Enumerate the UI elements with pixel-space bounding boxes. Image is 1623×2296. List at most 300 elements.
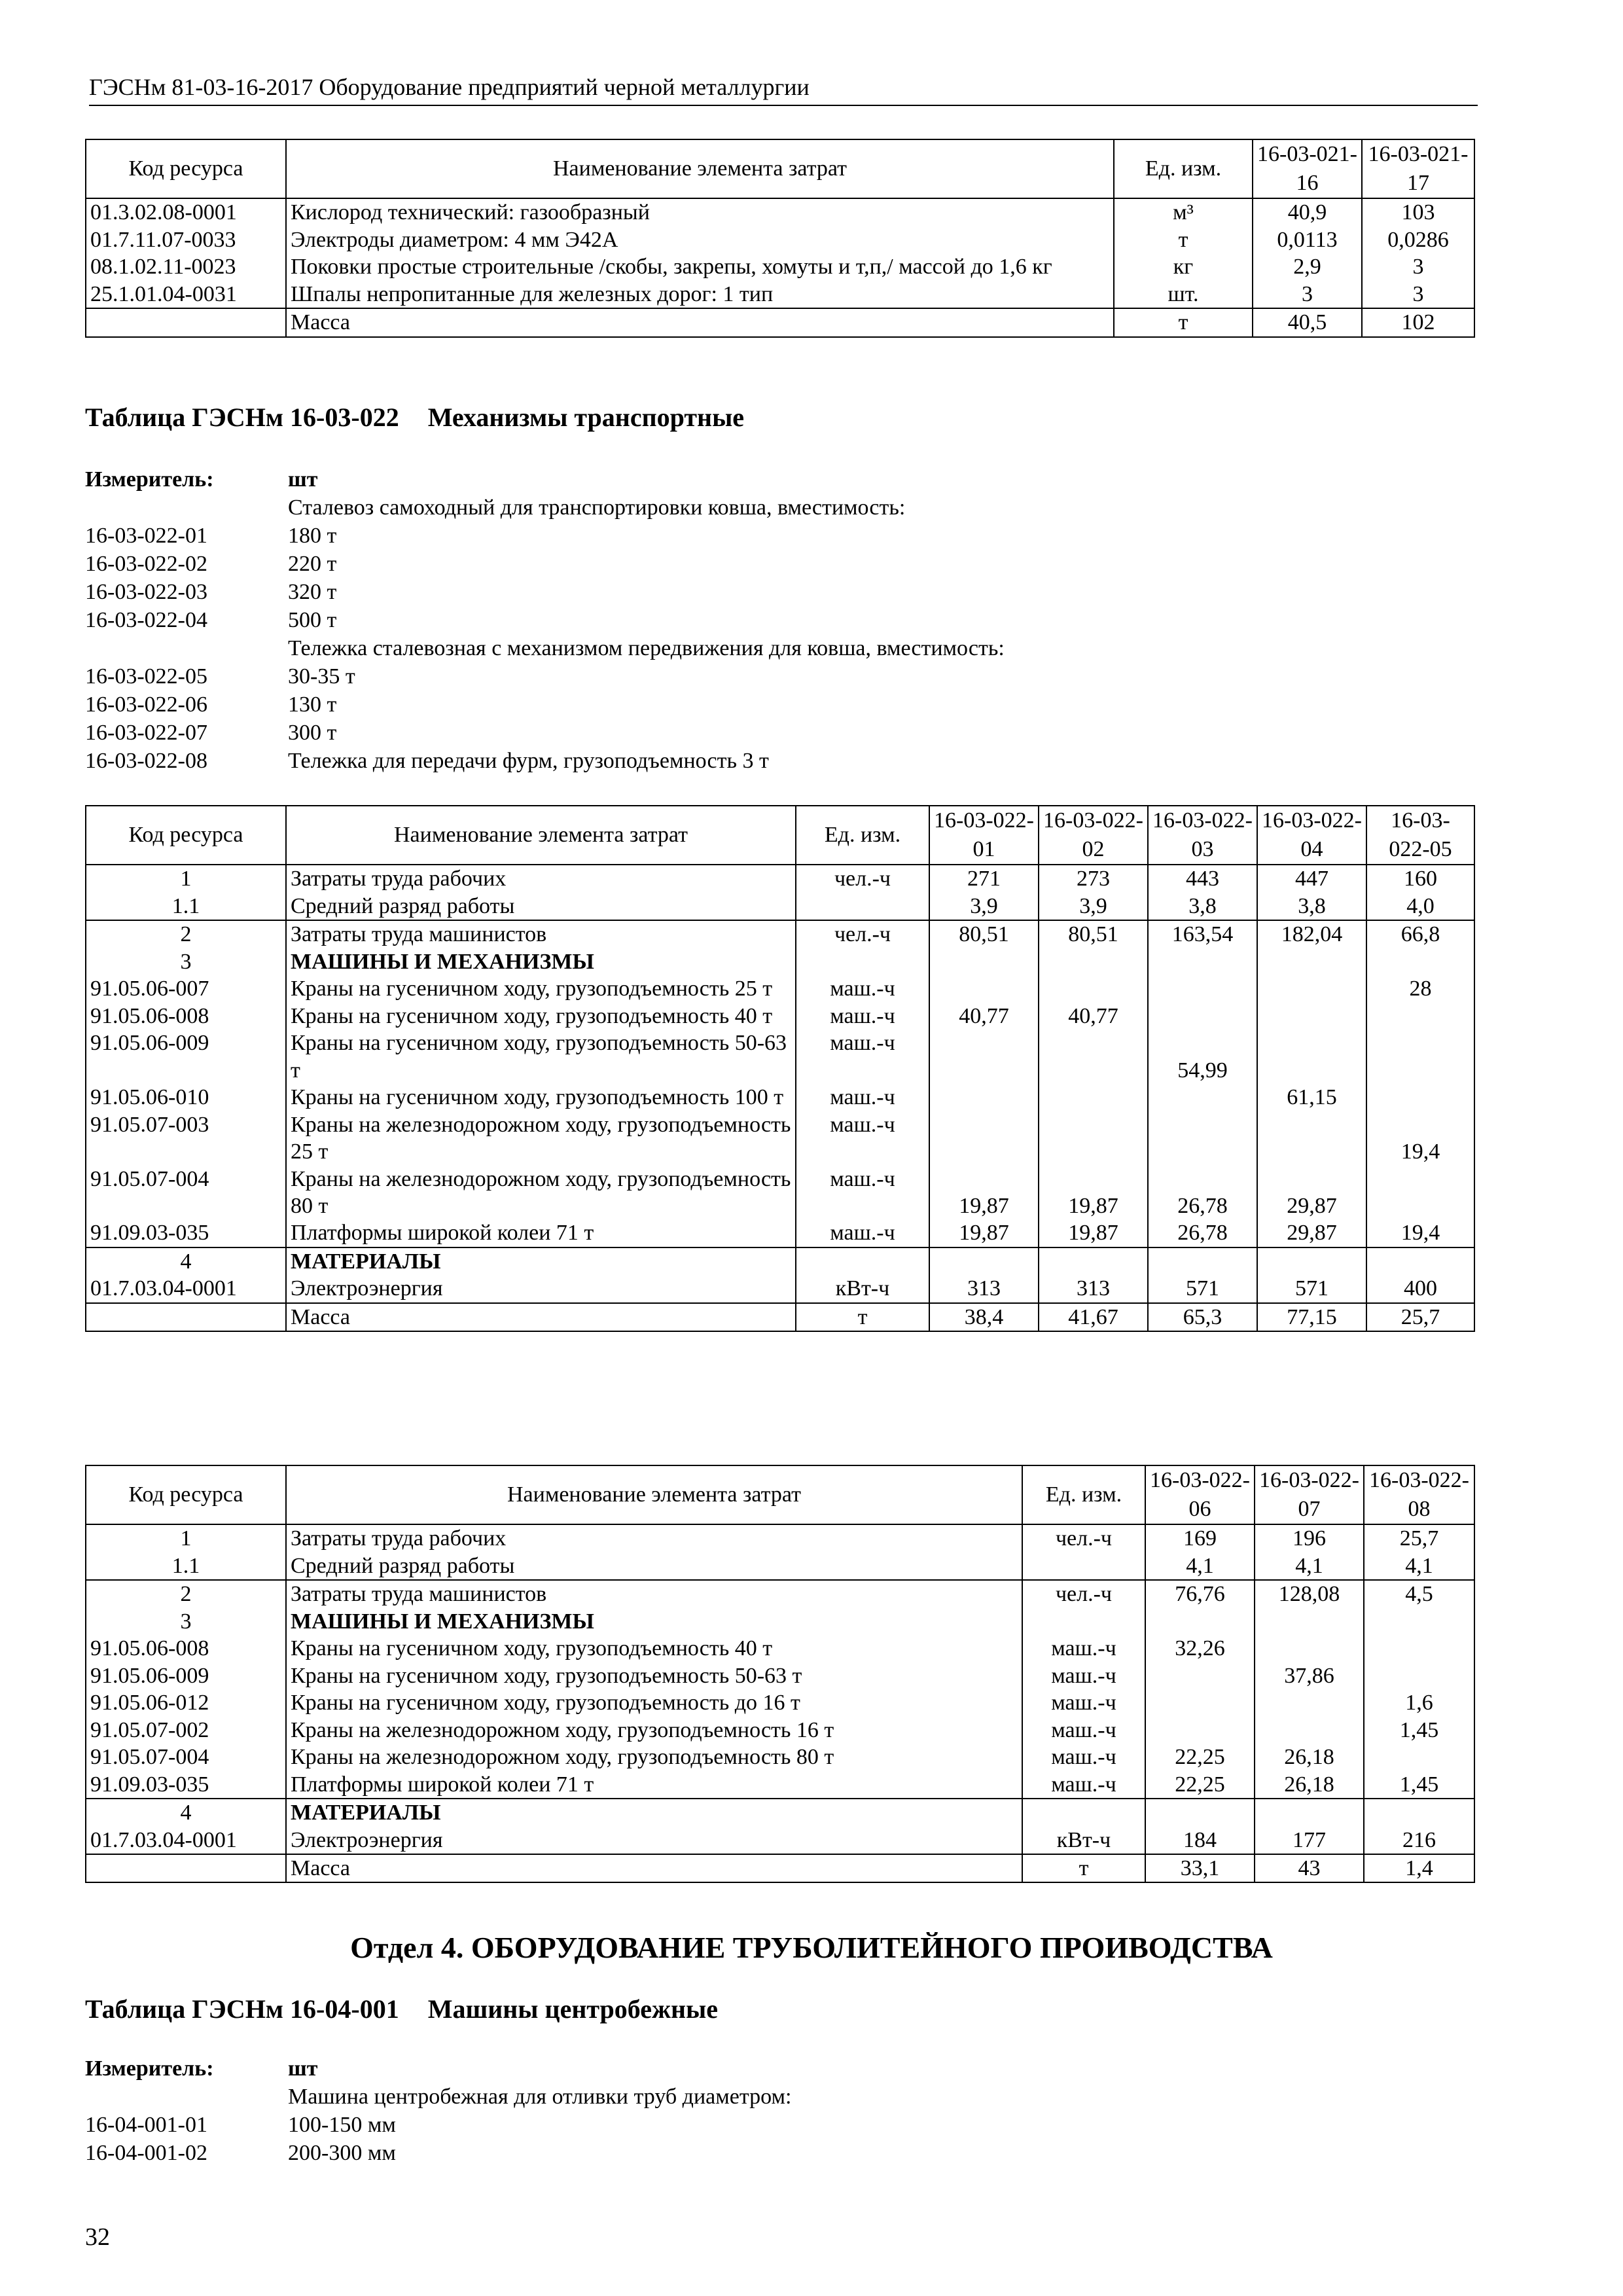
- col-header-name: Наименование элемента затрат: [286, 806, 796, 865]
- measure-item: [85, 522, 1005, 550]
- item-code: 16-03-022-08: [85, 749, 207, 773]
- page-number: 32: [85, 2223, 110, 2251]
- norm-value: [929, 975, 1039, 1002]
- norm-value: [1039, 1247, 1148, 1275]
- norm-value: 184: [1145, 1827, 1255, 1854]
- resource-name: Платформы широкой колеи 71 т: [286, 1771, 1022, 1799]
- norm-value: [1364, 1662, 1474, 1689]
- norm-value: [1366, 1003, 1474, 1030]
- item-code: 16-03-022-05: [85, 664, 207, 689]
- resource-code: 91.05.06-008: [86, 1635, 286, 1662]
- table-row: [86, 1003, 1474, 1030]
- table-row: [86, 1303, 1474, 1331]
- norm-value: 19,87: [929, 1219, 1039, 1247]
- norm-value: [1366, 948, 1474, 975]
- measure-block-16-04-001: [85, 2055, 791, 2168]
- norm-value: [1255, 1717, 1364, 1744]
- resource-unit: т: [796, 1303, 929, 1331]
- resource-unit: маш.-ч: [1022, 1635, 1145, 1662]
- norm-value: 2,9: [1253, 253, 1362, 280]
- resource-unit: [796, 893, 929, 920]
- norm-value: [1148, 1111, 1257, 1166]
- col-header-norm: 16-03-022-05: [1366, 806, 1474, 865]
- table-row: [86, 1744, 1474, 1770]
- norm-value: 26,18: [1255, 1744, 1364, 1770]
- norm-value: [1148, 975, 1257, 1002]
- col-header-unit: Ед. изм.: [1022, 1465, 1145, 1524]
- norm-value: [1366, 1084, 1474, 1111]
- resource-name: Масса: [286, 1854, 1022, 1882]
- resource-code: 01.7.11.07-0033: [86, 226, 286, 253]
- norm-value: [1257, 1003, 1366, 1030]
- measure-block-16-03-022: [85, 466, 1005, 776]
- item-text: Сталевоз самоходный для транспортировки ковша, вместимость:: [288, 495, 906, 520]
- norm-value: 4,1: [1364, 1552, 1474, 1580]
- resource-code: 1.1: [86, 893, 286, 920]
- norm-value: 313: [929, 1275, 1039, 1302]
- measure-item: [85, 747, 1005, 776]
- norm-value: [1366, 1166, 1474, 1220]
- table-row: [86, 920, 1474, 948]
- table-row: [86, 253, 1474, 280]
- resource-code: 3: [86, 948, 286, 975]
- resource-unit: маш.-ч: [1022, 1771, 1145, 1799]
- item-text: 100-150 мм: [288, 2113, 396, 2137]
- resource-code: 91.05.07-003: [86, 1111, 286, 1166]
- resource-name: Краны на железнодорожном ходу, грузоподъемность 25 т: [286, 1111, 796, 1166]
- resource-name: Краны на гусеничном ходу, грузоподъемность 40 т: [286, 1003, 796, 1030]
- col-header-norm: 16-03-022-06: [1145, 1465, 1255, 1524]
- resource-name: Затраты труда машинистов: [286, 920, 796, 948]
- col-header-code: Код ресурса: [86, 139, 286, 198]
- table-row: [86, 1608, 1474, 1635]
- resource-unit: т: [1022, 1854, 1145, 1882]
- table-row: [86, 1662, 1474, 1689]
- norm-value: 80,51: [929, 920, 1039, 948]
- norm-value: [1148, 1247, 1257, 1275]
- norm-value: [929, 1084, 1039, 1111]
- norm-value: [929, 1030, 1039, 1084]
- resource-name: МАТЕРИАЛЫ: [286, 1247, 796, 1275]
- norm-value: 40,5: [1253, 308, 1362, 336]
- resource-unit: [1022, 1608, 1145, 1635]
- resource-code: 4: [86, 1799, 286, 1826]
- table-row: [86, 1689, 1474, 1716]
- resource-name: Краны на железнодорожном ходу, грузоподъемность 80 т: [286, 1744, 1022, 1770]
- resource-unit: маш.-ч: [1022, 1662, 1145, 1689]
- norm-value: [1255, 1608, 1364, 1635]
- norm-value: [1364, 1744, 1474, 1770]
- norm-value: 128,08: [1255, 1580, 1364, 1607]
- norm-value: [929, 1111, 1039, 1166]
- col-header-norm: 16-03-022-08: [1364, 1465, 1474, 1524]
- table-row: [86, 1247, 1474, 1275]
- resource-name: Краны на гусеничном ходу, грузоподъемность 50-63 т: [286, 1030, 796, 1084]
- norm-value: 3: [1362, 253, 1474, 280]
- resource-code: 1.1: [86, 1552, 286, 1580]
- resource-unit: маш.-ч: [1022, 1717, 1145, 1744]
- norm-value: 1,6: [1364, 1689, 1474, 1716]
- norm-value: 65,3: [1148, 1303, 1257, 1331]
- norm-value: 196: [1255, 1524, 1364, 1552]
- measure-item: [85, 2083, 791, 2111]
- resource-code: [86, 1854, 286, 1882]
- norm-value: 61,15: [1257, 1084, 1366, 1111]
- norm-value: [1257, 975, 1366, 1002]
- norm-value: 571: [1257, 1275, 1366, 1302]
- resource-name: Платформы широкой колеи 71 т: [286, 1219, 796, 1247]
- resource-name: Электроды диаметром: 4 мм Э42А: [286, 226, 1114, 253]
- norm-value: 182,04: [1257, 920, 1366, 948]
- resource-name: МАШИНЫ И МЕХАНИЗМЫ: [286, 1608, 1022, 1635]
- resource-code: 2: [86, 920, 286, 948]
- col-header-norm: 16-03-021-17: [1362, 139, 1474, 198]
- norm-value: [1257, 1247, 1366, 1275]
- measure-item: [85, 607, 1005, 635]
- resource-code: 08.1.02.11-0023: [86, 253, 286, 280]
- resource-unit: чел.-ч: [796, 920, 929, 948]
- norm-value: 102: [1362, 308, 1474, 336]
- col-header-norm: 16-03-022-03: [1148, 806, 1257, 865]
- table-row: [86, 1552, 1474, 1580]
- resource-code: [86, 308, 286, 336]
- resource-unit: т: [1114, 226, 1253, 253]
- norm-value: 38,4: [929, 1303, 1039, 1331]
- norm-value: 22,25: [1145, 1744, 1255, 1770]
- table-row: [86, 1030, 1474, 1084]
- resource-name: Краны на железнодорожном ходу, грузоподъемность 16 т: [286, 1717, 1022, 1744]
- col-header-norm: 16-03-021-16: [1253, 139, 1362, 198]
- resource-unit: маш.-ч: [796, 1166, 929, 1220]
- col-header-code: Код ресурса: [86, 806, 286, 865]
- table-row: [86, 893, 1474, 920]
- col-header-unit: Ед. изм.: [796, 806, 929, 865]
- norm-value: 400: [1366, 1275, 1474, 1302]
- norm-value: 103: [1362, 198, 1474, 226]
- norm-value: 25,7: [1366, 1303, 1474, 1331]
- norm-value: 25,7: [1364, 1524, 1474, 1552]
- col-header-norm: 16-03-022-01: [929, 806, 1039, 865]
- norm-value: 0,0113: [1253, 226, 1362, 253]
- resource-unit: маш.-ч: [796, 1003, 929, 1030]
- measure-item: [85, 494, 1005, 522]
- item-code: 16-03-022-06: [85, 692, 207, 717]
- page-header: ГЭСНм 81-03-16-2017 Оборудование предприятий черной металлургии: [89, 73, 1478, 106]
- resource-name: Затраты труда рабочих: [286, 865, 796, 892]
- table-row: [86, 865, 1474, 892]
- norm-value: 33,1: [1145, 1854, 1255, 1882]
- resource-code: 91.05.06-009: [86, 1662, 286, 1689]
- norm-value: 29,87: [1257, 1219, 1366, 1247]
- resource-code: 91.05.06-012: [86, 1689, 286, 1716]
- norm-value: 40,77: [929, 1003, 1039, 1030]
- resource-code: 91.05.06-009: [86, 1030, 286, 1084]
- norm-value: 41,67: [1039, 1303, 1148, 1331]
- norm-value: 3: [1253, 281, 1362, 308]
- norm-value: 1,45: [1364, 1717, 1474, 1744]
- norm-value: 40,77: [1039, 1003, 1148, 1030]
- resource-name: Затраты труда машинистов: [286, 1580, 1022, 1607]
- resource-name: Краны на гусеничном ходу, грузоподъемность 40 т: [286, 1635, 1022, 1662]
- norm-value: 19,4: [1366, 1219, 1474, 1247]
- norm-value: [1364, 1608, 1474, 1635]
- resource-code: 91.05.06-010: [86, 1084, 286, 1111]
- resource-name: Электроэнергия: [286, 1827, 1022, 1854]
- resource-table-022-b: [85, 1465, 1475, 1883]
- norm-value: 28: [1366, 975, 1474, 1002]
- resource-name: Масса: [286, 1303, 796, 1331]
- norm-value: [1257, 1111, 1366, 1166]
- col-header-name: Наименование элемента затрат: [286, 1465, 1022, 1524]
- measure-label: Измеритель:: [85, 467, 214, 492]
- item-text: 30-35 т: [288, 664, 355, 689]
- table-row: [86, 1084, 1474, 1111]
- table-row: [86, 1166, 1474, 1220]
- resource-unit: маш.-ч: [796, 1030, 929, 1084]
- norm-value: 3,8: [1257, 893, 1366, 920]
- table-row: [86, 1275, 1474, 1302]
- norm-value: 26,18: [1255, 1771, 1364, 1799]
- resource-name: Кислород технический: газообразный: [286, 198, 1114, 226]
- table-title-label: Таблица ГЭСНм 16-04-001: [85, 1994, 399, 2024]
- resource-name: МАТЕРИАЛЫ: [286, 1799, 1022, 1826]
- table-title-name: Механизмы транспортные: [427, 403, 745, 432]
- resource-code: 01.3.02.08-0001: [86, 198, 286, 226]
- item-code: 16-04-001-01: [85, 2113, 207, 2137]
- resource-name: Поковки простые строительные /скобы, закрепы, хомуты и т,п,/ массой до 1,6 кг: [286, 253, 1114, 280]
- norm-value: 32,26: [1145, 1635, 1255, 1662]
- norm-value: [1257, 1030, 1366, 1084]
- measure-item: [85, 691, 1005, 719]
- item-text: 320 т: [288, 580, 337, 604]
- resource-code: 4: [86, 1247, 286, 1275]
- col-header-name: Наименование элемента затрат: [286, 139, 1114, 198]
- norm-value: [1257, 948, 1366, 975]
- norm-value: 66,8: [1366, 920, 1474, 948]
- item-text: 500 т: [288, 608, 337, 632]
- norm-value: 3,8: [1148, 893, 1257, 920]
- table-row: [86, 308, 1474, 336]
- resource-unit: т: [1114, 308, 1253, 336]
- table-title-label: Таблица ГЭСНм 16-03-022: [85, 403, 399, 432]
- norm-value: 163,54: [1148, 920, 1257, 948]
- table-row: [86, 1771, 1474, 1799]
- department-heading: Отдел 4. ОБОРУДОВАНИЕ ТРУБОЛИТЕЙНОГО ПРОИВОДСТВА: [350, 1931, 1273, 1964]
- item-code: 16-03-022-07: [85, 721, 207, 745]
- norm-value: 313: [1039, 1275, 1148, 1302]
- col-header-norm: 16-03-022-02: [1039, 806, 1148, 865]
- measure-unit: шт: [288, 2056, 318, 2081]
- item-code: 16-03-022-02: [85, 552, 207, 576]
- norm-value: 3,9: [1039, 893, 1148, 920]
- table-row: [86, 1219, 1474, 1247]
- norm-value: 3,9: [929, 893, 1039, 920]
- norm-value: 169: [1145, 1524, 1255, 1552]
- item-code: 16-03-022-04: [85, 608, 207, 632]
- resource-name: Средний разряд работы: [286, 893, 796, 920]
- resource-unit: кВт-ч: [796, 1275, 929, 1302]
- item-text: 200-300 мм: [288, 2141, 396, 2165]
- norm-value: [1364, 1799, 1474, 1826]
- measure-unit: шт: [288, 467, 318, 492]
- norm-value: [1039, 1084, 1148, 1111]
- norm-value: 271: [929, 865, 1039, 892]
- measure-item: [85, 2140, 791, 2168]
- resource-name: Средний разряд работы: [286, 1552, 1022, 1580]
- norm-value: 26,78: [1148, 1166, 1257, 1220]
- col-header-norm: 16-03-022-07: [1255, 1465, 1364, 1524]
- norm-value: 19,87: [929, 1166, 1039, 1220]
- item-text: 180 т: [288, 524, 337, 548]
- norm-value: 443: [1148, 865, 1257, 892]
- resource-unit: [1022, 1552, 1145, 1580]
- table-title-16-03-022: [85, 402, 744, 434]
- norm-value: 4,1: [1145, 1552, 1255, 1580]
- norm-value: [1039, 948, 1148, 975]
- resource-code: 3: [86, 1608, 286, 1635]
- norm-value: [1364, 1635, 1474, 1662]
- measure-item: [85, 635, 1005, 663]
- resource-code: 91.05.06-008: [86, 1003, 286, 1030]
- table-row: [86, 281, 1474, 308]
- norm-value: 29,87: [1257, 1166, 1366, 1220]
- resource-unit: маш.-ч: [796, 1084, 929, 1111]
- norm-value: 1,4: [1364, 1854, 1474, 1882]
- item-text: Машина центробежная для отливки труб диаметром:: [288, 2085, 792, 2109]
- table-row: [86, 1717, 1474, 1744]
- resource-name: Электроэнергия: [286, 1275, 796, 1302]
- resource-unit: [1022, 1799, 1145, 1826]
- norm-value: 177: [1255, 1827, 1364, 1854]
- item-text: Тележка для передачи фурм, грузоподъемность 3 т: [288, 749, 769, 773]
- norm-value: [929, 1247, 1039, 1275]
- resource-code: 91.05.07-004: [86, 1744, 286, 1770]
- norm-value: 54,99: [1148, 1030, 1257, 1084]
- resource-unit: [796, 948, 929, 975]
- resource-unit: кВт-ч: [1022, 1827, 1145, 1854]
- norm-value: [1366, 1030, 1474, 1084]
- norm-value: 4,1: [1255, 1552, 1364, 1580]
- resource-code: 91.05.07-002: [86, 1717, 286, 1744]
- resource-unit: [796, 1247, 929, 1275]
- measure-item: [85, 663, 1005, 691]
- resource-unit: маш.-ч: [796, 1219, 929, 1247]
- norm-value: 76,76: [1145, 1580, 1255, 1607]
- norm-value: [1145, 1608, 1255, 1635]
- table-title-name: Машины центробежные: [427, 1994, 719, 2024]
- norm-value: [1366, 1247, 1474, 1275]
- resource-code: 01.7.03.04-0001: [86, 1827, 286, 1854]
- resource-unit: чел.-ч: [1022, 1524, 1145, 1552]
- norm-value: 19,87: [1039, 1219, 1148, 1247]
- resource-table-022-a: [85, 805, 1475, 1332]
- item-text: Тележка сталевозная с механизмом передвижения для ковша, вместимость:: [288, 636, 1005, 660]
- item-text: 130 т: [288, 692, 337, 717]
- resource-name: МАШИНЫ И МЕХАНИЗМЫ: [286, 948, 796, 975]
- norm-value: [929, 948, 1039, 975]
- norm-value: [1039, 1111, 1148, 1166]
- norm-value: 80,51: [1039, 920, 1148, 948]
- measure-item: [85, 550, 1005, 579]
- norm-value: 4,0: [1366, 893, 1474, 920]
- norm-value: 26,78: [1148, 1219, 1257, 1247]
- norm-value: 37,86: [1255, 1662, 1364, 1689]
- item-text: 220 т: [288, 552, 337, 576]
- resource-name: Краны на гусеничном ходу, грузоподъемность 100 т: [286, 1084, 796, 1111]
- resource-code: 1: [86, 1524, 286, 1552]
- norm-value: 43: [1255, 1854, 1364, 1882]
- table-row: [86, 1580, 1474, 1607]
- norm-value: 216: [1364, 1827, 1474, 1854]
- table-row: [86, 1524, 1474, 1552]
- norm-value: 160: [1366, 865, 1474, 892]
- resource-name: Краны на гусеничном ходу, грузоподъемность 50-63 т: [286, 1662, 1022, 1689]
- resource-code: 25.1.01.04-0031: [86, 281, 286, 308]
- item-code: 16-03-022-01: [85, 524, 207, 548]
- col-header-unit: Ед. изм.: [1114, 139, 1253, 198]
- table-row: [86, 1635, 1474, 1662]
- item-text: 300 т: [288, 721, 337, 745]
- resource-unit: маш.-ч: [1022, 1744, 1145, 1770]
- norm-value: [1039, 975, 1148, 1002]
- table-row: [86, 198, 1474, 226]
- item-code: 16-04-001-02: [85, 2141, 207, 2165]
- resource-unit: чел.-ч: [796, 865, 929, 892]
- resource-unit: маш.-ч: [796, 1111, 929, 1166]
- norm-value: 0,0286: [1362, 226, 1474, 253]
- resource-unit: м³: [1114, 198, 1253, 226]
- resource-name: Шпалы непропитанные для железных дорог: 1 тип: [286, 281, 1114, 308]
- norm-value: 22,25: [1145, 1771, 1255, 1799]
- resource-code: 91.05.07-004: [86, 1166, 286, 1220]
- resource-table-021: [85, 139, 1475, 338]
- norm-value: 19,4: [1366, 1111, 1474, 1166]
- resource-name: Затраты труда рабочих: [286, 1524, 1022, 1552]
- table-row: [86, 948, 1474, 975]
- resource-code: 91.05.06-007: [86, 975, 286, 1002]
- norm-value: 19,87: [1039, 1166, 1148, 1220]
- resource-code: 2: [86, 1580, 286, 1607]
- measure-item: [85, 719, 1005, 747]
- norm-value: 571: [1148, 1275, 1257, 1302]
- norm-value: 3: [1362, 281, 1474, 308]
- resource-code: 1: [86, 865, 286, 892]
- table-row: [86, 1799, 1474, 1826]
- resource-unit: шт.: [1114, 281, 1253, 308]
- norm-value: [1148, 1003, 1257, 1030]
- measure-label: Измеритель:: [85, 2056, 214, 2081]
- norm-value: [1255, 1689, 1364, 1716]
- norm-value: [1255, 1635, 1364, 1662]
- norm-value: 4,5: [1364, 1580, 1474, 1607]
- norm-value: [1145, 1689, 1255, 1716]
- measure-item: [85, 579, 1005, 607]
- norm-value: 447: [1257, 865, 1366, 892]
- table-title-16-04-001: [85, 1994, 718, 2026]
- norm-value: [1145, 1799, 1255, 1826]
- norm-value: 40,9: [1253, 198, 1362, 226]
- resource-code: 91.09.03-035: [86, 1219, 286, 1247]
- resource-name: Краны на гусеничном ходу, грузоподъемность 25 т: [286, 975, 796, 1002]
- norm-value: [1255, 1799, 1364, 1826]
- resource-unit: кг: [1114, 253, 1253, 280]
- resource-name: Масса: [286, 308, 1114, 336]
- norm-value: [1148, 1084, 1257, 1111]
- table-row: [86, 226, 1474, 253]
- table-row: [86, 975, 1474, 1002]
- table-row: [86, 1854, 1474, 1882]
- norm-value: 273: [1039, 865, 1148, 892]
